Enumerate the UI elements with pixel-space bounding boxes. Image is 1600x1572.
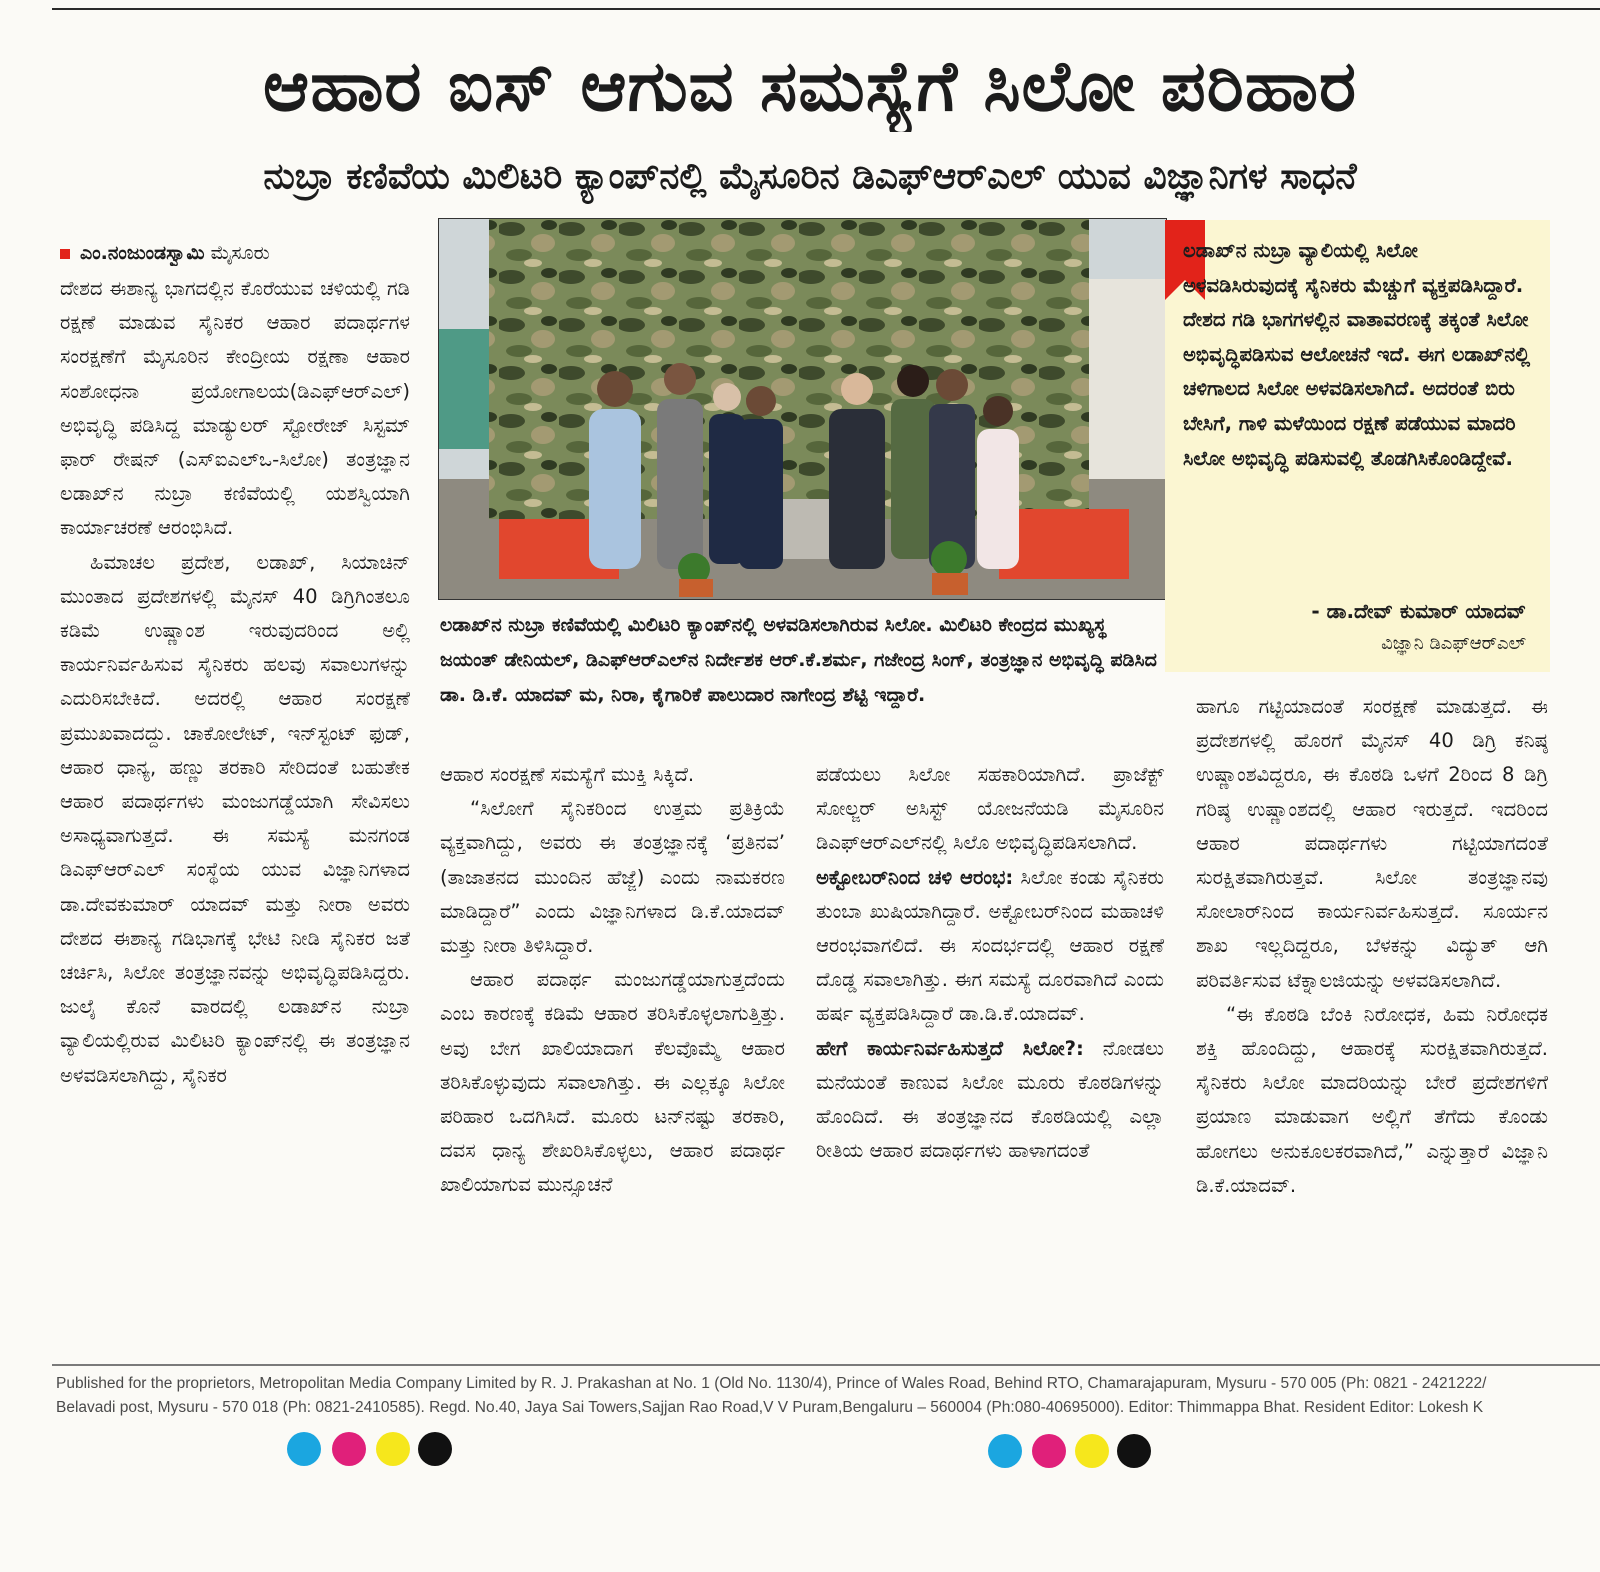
article-column-4 [1196,690,1548,1350]
subheading: ಹೇಗೆ ಕಾರ್ಯನಿರ್ವಹಿಸುತ್ತದೆ ಸಿಲೋ?: [816,1036,1084,1060]
paragraph-text: ನೋಡಲು ಮನೆಯಂತೆ ಕಾಣುವ ಸಿಲೋ ಮೂರು ಕೊಠಡಿಗಳನ್ನು ಹೊಂದಿದೆ. ಈ ತಂತ್ರಜ್ಞಾನದ ಕೊಠಡಿಯಲ್ಲಿ ಎಲ್ಲಾ ರೀತಿಯ ಆಹಾರ ಪದಾರ್ಥಗಳು ಹಾಳಾಗದಂತೆ [816,1036,1164,1163]
paragraph-with-subhead [816,1032,1164,1169]
registration-dot-cyan [287,1432,321,1466]
article-photo [438,218,1167,600]
top-rule [52,8,1600,10]
imprint-line-2: Belavadi post, Mysuru - 570 018 (Ph: 0821-2410585). Regd. No.40, Jaya Sai Towers,Sajjan Rao Road,V V Puram,Bengaluru – 560004 (Ph:080-40695000). Editor: Thimmappa Bhat. Resident Editor: Lokesh K [56,1399,1484,1416]
paragraph: ಆಹಾರ ಸಂರಕ್ಷಣೆ ಸಮಸ್ಯೆಗೆ ಮುಕ್ತಿ ಸಿಕ್ಕಿದೆ. [440,763,695,786]
paragraph: ಹಿಮಾಚಲ ಪ್ರದೇಶ, ಲಡಾಖ್, ಸಿಯಾಚಿನ್ ಮುಂತಾದ ಪ್ರದೇಶಗಳಲ್ಲಿ ಮೈನಸ್ 40 ಡಿಗ್ರಿಗಿಂತಲೂ ಕಡಿಮೆ ಉಷ್ಣಾಂಶ ಇರುವುದರಿಂದ ಅಲ್ಲಿ ಕಾರ್ಯನಿರ್ವಹಿಸುವ ಸೈನಿಕರು ಹಲವು ಸವಾಲುಗಳನ್ನು ಎದುರಿಸಬೇಕಿದೆ. ಅದರಲ್ಲಿ ಆಹಾರ ಸಂರಕ್ಷಣೆ ಪ್ರಮುಖವಾದದ್ದು. ಚಾಕೋಲೇಟ್, ಇನ್‌ಸ್ಟಂಟ್ ಫುಡ್, ಆಹಾರ ಧಾನ್ಯ, ಹಣ್ಣು ತರಕಾರಿ ಸೇರಿದಂತೆ ಬಹುತೇಕ ಆಹಾರ ಪದಾರ್ಥಗಳು ಮಂಜುಗಡ್ಡೆಯಾಗಿ ಸೇವಿಸಲು ಅಸಾಧ್ಯವಾಗುತ್ತದೆ. ಈ ಸಮಸ್ಯೆ ಮನಗಂಡ ಡಿಎಫ್‌ಆರ್‌ಎಲ್ ಸಂಸ್ಥೆಯ ಯುವ ವಿಜ್ಞಾನಿಗಳಾದ ಡಾ.ದೇವಕುಮಾರ್ ಯಾದವ್ ಮತ್ತು ನೀರಾ ಅವರು ದೇಶದ ಈಶಾನ್ಯ ಗಡಿಭಾಗಕ್ಕೆ ಭೇಟಿ ನೀಡಿ ಸೈನಿಕರ ಜತೆ ಚರ್ಚಿಸಿ, ಸಿಲೋ ತಂತ್ರಜ್ಞಾನವನ್ನು ಅಭಿವೃದ್ಧಿಪಡಿಸಿದ್ದರು. ಜುಲೈ ಕೊನೆ ವಾರದಲ್ಲಿ ಲಡಾಖ್‌ನ ನುಬ್ರಾ ವ್ಯಾಲಿಯಲ್ಲಿರುವ ಮಿಲಿಟರಿ ಕ್ಯಾಂಪ್‌ನಲ್ಲಿ ಈ ತಂತ್ರಜ್ಞಾನ ಅಳವಡಿಸಲಾಗಿದ್ದು, ಸೈನಿಕರ [60,550,410,1087]
byline-author: ಎಂ.ನಂಜುಂಡಸ್ವಾಮಿ [80,242,205,264]
subheadline: ನುಬ್ರಾ ಕಣಿವೆಯ ಮಿಲಿಟರಿ ಕ್ಯಾಂಪ್‌ನಲ್ಲಿ ಮೈಸೂರಿನ ಡಿಎಫ್‌ಆರ್‌ಎಲ್ ಯುವ ವಿಜ್ಞಾನಿಗಳ ಸಾಧನೆ [263,156,1357,197]
byline-place: ಮೈಸೂರು [210,242,270,264]
caption-text: ಲಡಾಖ್‌ನ ನುಬ್ರಾ ಕಣಿವೆಯಲ್ಲಿ ಮಿಲಿಟರಿ ಕ್ಯಾಂಪ್‌ನಲ್ಲಿ ಅಳವಡಿಸಲಾಗಿರುವ ಸಿಲೋ. ಮಿಲಿಟರಿ ಕೇಂದ್ರದ ಮುಖ್ಯಸ್ಥ ಜಯಂತ್ ಡೇನಿಯಲ್, ಡಿಎಫ್‌ಆರ್‌ಎಲ್‌ನ ನಿರ್ದೇಶಕ ಆರ್.ಕೆ.ಶರ್ಮ, ಗಜೇಂದ್ರ ಸಿಂಗ್, ತಂತ್ರಜ್ಞಾನ ಅಭಿವೃದ್ಧಿ ಪಡಿಸಿದ ಡಾ. ಡಿ.ಕೆ. ಯಾದವ್ ಮ, ನಿರಾ, ಕೈಗಾರಿಕೆ ಪಾಲುದಾರ ನಾಗೇಂದ್ರ ಶೆಟ್ಟಿ ಇದ್ದಾರೆ. [440,614,1157,706]
quote-paragraph: ಲಡಾಖ್‌ನ ನುಬ್ರಾ ವ್ಯಾಲಿಯಲ್ಲಿ ಸಿಲೋ ಅಳವಡಿಸಿರುವುದಕ್ಕೆ ಸೈನಿಕರು ಮೆಚ್ಚುಗೆ ವ್ಯಕ್ತಪಡಿಸಿದ್ದಾರೆ. ದೇಶದ ಗಡಿ ಭಾಗಗಳಲ್ಲಿನ ವಾತಾವರಣಕ್ಕೆ ತಕ್ಕಂತೆ ಸಿಲೋ ಅಭಿವೃದ್ಧಿಪಡಿಸುವ ಆಲೋಚನೆ ಇದೆ. ಈಗ ಲಡಾಖ್‌ನಲ್ಲಿ ಚಳಿಗಾಲದ ಸಿಲೋ ಅಳವಡಿಸಲಾಗಿದೆ. ಅದರಂತೆ ಬಿರು ಬೇಸಿಗೆ, ಗಾಳಿ ಮಳೆಯಿಂದ ರಕ್ಷಣೆ ಪಡೆಯುವ ಮಾದರಿ ಸಿಲೋ ಅಭಿವೃದ್ಧಿ ಪಡಿಸುವಲ್ಲಿ ತೊಡಗಿಸಿಕೊಂಡಿದ್ದೇವೆ. [1183,239,1531,470]
quote-author: - ಡಾ.ದೇವ್ ಕುಮಾರ್ ಯಾದವ್ [1311,599,1526,623]
headline: ಆಹಾರ ಐಸ್ ಆಗುವ ಸಮಸ್ಯೆಗೆ ಸಿಲೋ ಪರಿಹಾರ [263,45,1357,127]
registration-dot-magenta [1032,1434,1066,1468]
silo-photo-illustration [439,219,1166,599]
registration-dot-black [1117,1434,1151,1468]
registration-dot-yellow [376,1432,410,1466]
paragraph: ಆಹಾರ ಪದಾರ್ಥ ಮಂಜುಗಡ್ಡೆಯಾಗುತ್ತದೆಂದು ಎಂಬ ಕಾರಣಕ್ಕೆ ಕಡಿಮೆ ಆಹಾರ ತರಿಸಿಕೊಳ್ಳಲಾಗುತ್ತಿತ್ತು. ಅವು ಬೇಗ ಖಾಲಿಯಾದಾಗ ಕೆಲವೊಮ್ಮೆ ಆಹಾರ ತರಿಸಿಕೊಳ್ಳುವುದು ಸವಾಲಾಗಿತ್ತು. ಈ ಎಲ್ಲಕ್ಕೂ ಸಿಲೋ ಪರಿಹಾರ ಒದಗಿಸಿದೆ. ಮೂರು ಟನ್‌ನಷ್ಟು ತರಕಾರಿ, ದವಸ ಧಾನ್ಯ ಶೇಖರಿಸಿಕೊಳ್ಳಲು, ಆಹಾರ ಪದಾರ್ಥ ಖಾಲಿಯಾಗುವ ಮುನ್ಸೂಚನೆ [440,968,785,1197]
paragraph: “ಈ ಕೊಠಡಿ ಬೆಂಕಿ ನಿರೋಧಕ, ಹಿಮ ನಿರೋಧಕ ಶಕ್ತಿ ಹೊಂದಿದ್ದು, ಆಹಾರಕ್ಕೆ ಸುರಕ್ಷಿತವಾಗಿರುತ್ತದೆ. ಸೈನಿಕರು ಸಿಲೋ ಮಾದರಿಯನ್ನು ಬೇರೆ ಪ್ರದೇಶಗಳಿಗೆ ಪ್ರಯಾಣ ಮಾಡುವಾಗ ಅಲ್ಲಿಗೆ ತೆಗೆದು ಕೊಂಡು ಹೋಗಲು ಅನುಕೂಲಕರವಾಗಿದೆ,” ಎನ್ನುತ್ತಾರೆ ವಿಜ್ಞಾನಿ ಡಿ.ಕೆ.ಯಾದವ್. [1196,1002,1548,1197]
article-column-3 [816,758,1164,1348]
paragraph: ಪಡೆಯಲು ಸಿಲೋ ಸಹಕಾರಿಯಾಗಿದೆ. ಪ್ರಾಜೆಕ್ಟ್ ಸೋಲ್ಜರ್ ಅಸಿಸ್ಟ್ ಯೋಜನೆಯಡಿ ಮೈಸೂರಿನ ಡಿಎಫ್‌ಆರ್‌ಎಲ್‌ನಲ್ಲಿ ಸಿಲೊ ಅಭಿವೃದ್ಧಿಪಡಿಸಲಾಗಿದೆ. [816,763,1164,855]
photo-caption [440,608,1165,748]
registration-dot-yellow [1075,1434,1109,1468]
quote-role: ವಿಜ್ಞಾನಿ ಡಿಎಫ್‌ಆರ್‌ಎಲ್ [1381,633,1526,654]
paragraph-text: ಸಿಲೋ ಕಂಡು ಸೈನಿಕರು ತುಂಬಾ ಖುಷಿಯಾಗಿದ್ದಾರೆ. ಅಕ್ಟೋಬರ್‌ನಿಂದ ಮಹಾಚಳಿ ಆರಂಭವಾಗಲಿದೆ. ಈ ಸಂದರ್ಭದಲ್ಲಿ ಆಹಾರ ರಕ್ಷಣೆ ದೊಡ್ಡ ಸವಾಲಾಗಿತ್ತು. ಈಗ ಸಮಸ್ಯೆ ದೂರವಾಗಿದೆ ಎಂದು ಹರ್ಷ ವ್ಯಕ್ತಪಡಿಸಿದ್ದಾರೆ ಡಾ.ಡಿ.ಕೆ.ಯಾದವ್. [816,865,1164,1026]
article-column-2 [440,758,785,1348]
imprint-footer [56,1372,1600,1422]
byline [60,240,400,266]
paragraph-with-subhead [816,861,1164,1032]
imprint-line-1: Published for the proprietors, Metropolitan Media Company Limited by R. J. Prakashan at No. 1 (Old No. 1130/4), Prince of Wales Road, Behind RTO, Chamarajapuram, Mysuru - 570 005 (Ph: 0821 - 2421222/ [56,1375,1487,1392]
registration-dot-black [418,1432,452,1466]
article-column-1 [60,272,410,1344]
paragraph: ಹಾಗೂ ಗಟ್ಟಿಯಾದಂತೆ ಸಂರಕ್ಷಣೆ ಮಾಡುತ್ತದೆ. ಈ ಪ್ರದೇಶಗಳಲ್ಲಿ ಹೊರಗೆ ಮೈನಸ್ 40 ಡಿಗ್ರಿ ಕನಿಷ್ಠ ಉಷ್ಣಾಂಶವಿದ್ದರೂ, ಈ ಕೊಠಡಿ ಒಳಗೆ 2ರಿಂದ 8 ಡಿಗ್ರಿ ಗರಿಷ್ಠ ಉಷ್ಣಾಂಶದಲ್ಲಿ ಆಹಾರ ಇರುತ್ತದೆ. ಇದರಿಂದ ಆಹಾರ ಪದಾರ್ಥಗಳು ಗಟ್ಟಿಯಾಗದಂತೆ ಸುರಕ್ಷಿತವಾಗಿರುತ್ತವೆ. ಸಿಲೋ ತಂತ್ರಜ್ಞಾನವು ಸೋಲಾರ್‌ನಿಂದ ಕಾರ್ಯನಿರ್ವಹಿಸುತ್ತದೆ. ಸೂರ್ಯನ ಶಾಖ ಇಲ್ಲದಿದ್ದರೂ, ಬೆಳಕನ್ನು ವಿದ್ಯುತ್ ಆಗಿ ಪರಿವರ್ತಿಸುವ ಟೆಕ್ನಾಲಜಿಯನ್ನು ಅಳವಡಿಸಲಾಗಿದೆ. [1196,695,1548,992]
pull-quote-box [1165,220,1550,672]
byline-bullet-icon [60,249,70,259]
pull-quote-text [1183,234,1535,584]
footer-rule [52,1364,1600,1366]
paragraph: “ಸಿಲೋಗೆ ಸೈನಿಕರಿಂದ ಉತ್ತಮ ಪ್ರತಿಕ್ರಿಯೆ ವ್ಯಕ್ತವಾಗಿದ್ದು, ಅವರು ಈ ತಂತ್ರಜ್ಞಾನಕ್ಕೆ ‘ಪ್ರತಿನವ’ (ತಾಜಾತನದ ಮುಂದಿನ ಹೆಜ್ಜೆ) ಎಂದು ನಾಮಕರಣ ಮಾಡಿದ್ದಾರೆ” ಎಂದು ವಿಜ್ಞಾನಿಗಳಾದ ಡಿ.ಕೆ.ಯಾದವ್ ಮತ್ತು ನೀರಾ ತಿಳಿಸಿದ್ದಾರೆ. [440,797,785,958]
subheading: ಅಕ್ಟೋಬರ್‌ನಿಂದ ಚಳಿ ಆರಂಭ: [816,865,1014,889]
registration-dot-cyan [988,1434,1022,1468]
paragraph: ದೇಶದ ಈಶಾನ್ಯ ಭಾಗದಲ್ಲಿನ ಕೊರೆಯುವ ಚಳಿಯಲ್ಲಿ ಗಡಿ ರಕ್ಷಣೆ ಮಾಡುವ ಸೈನಿಕರ ಆಹಾರ ಪದಾರ್ಥಗಳ ಸಂರಕ್ಷಣೆಗೆ ಮೈಸೂರಿನ ಕೇಂದ್ರೀಯ ರಕ್ಷಣಾ ಆಹಾರ ಸಂಶೋಧನಾ ಪ್ರಯೋಗಾಲಯ(ಡಿಎಫ್‌ಆರ್‌ಎಲ್) ಅಭಿವೃದ್ಧಿ ಪಡಿಸಿದ್ದ ಮಾಡ್ಯುಲರ್ ಸ್ಟೋರೇಜ್ ಸಿಸ್ಟಮ್ ಫಾರ್ ರೇಷನ್ (ಎಸ್‌ಐಎಲ್‌ಒ-ಸಿಲೋ) ತಂತ್ರಜ್ಞಾನ ಲಡಾಖ್‌ನ ನುಬ್ರಾ ಕಣಿವೆಯಲ್ಲಿ ಯಶಸ್ವಿಯಾಗಿ ಕಾರ್ಯಾಚರಣೆ ಆರಂಭಿಸಿದೆ. [60,277,410,540]
registration-dot-magenta [332,1432,366,1466]
